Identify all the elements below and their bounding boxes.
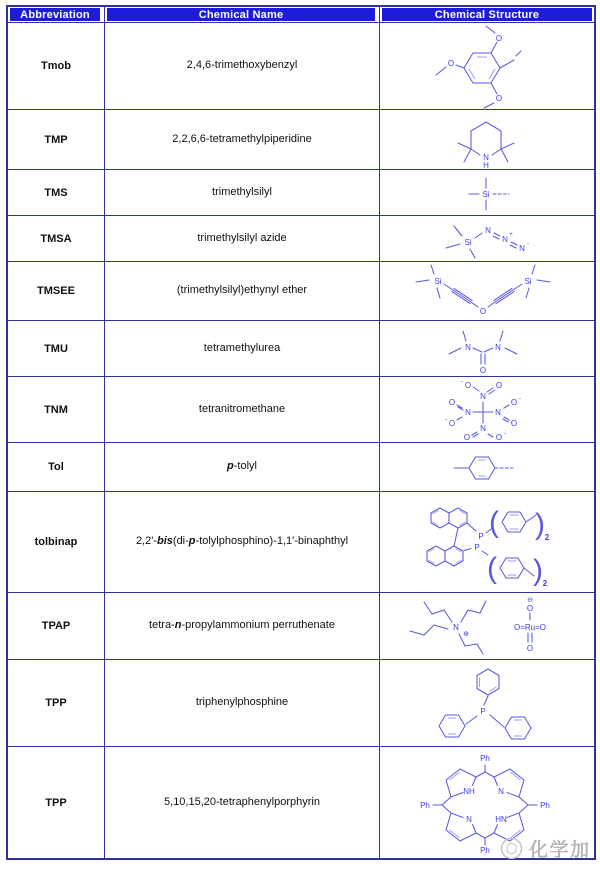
structure-trimethylsilylethynyl-ether xyxy=(380,262,594,320)
chemical-name: 2,4,6-trimethoxybenzyl xyxy=(186,59,298,72)
circled-minus-charge: ⊖ xyxy=(527,597,533,604)
chemical-name: trimethylsilyl xyxy=(212,185,272,198)
name-cell xyxy=(105,262,380,321)
chemical-name: -tolylphosphino)-1,1'-binaphthyl xyxy=(195,535,349,548)
chemical-name-italic: p xyxy=(188,535,196,548)
structure-tolbinap xyxy=(380,492,594,592)
abbr-cell: TNM xyxy=(8,377,105,443)
atom-label-o: O xyxy=(448,398,456,407)
atom-label-o: O xyxy=(464,381,472,390)
circled-plus-charge: ⊕ xyxy=(463,631,469,638)
atom-label-si: Si xyxy=(482,190,490,199)
chemical-name-italic: n xyxy=(174,619,182,632)
chemical-name: triphenylphosphine xyxy=(195,696,289,709)
atom-label-si: Si xyxy=(464,238,472,247)
chemical-name: 5,10,15,20-tetraphenylporphyrin xyxy=(164,795,320,808)
chemical-name-italic: bis xyxy=(157,535,173,548)
atom-label-h: H xyxy=(483,161,489,169)
ruthenium-group-label: O=Ru=O xyxy=(513,623,547,632)
atom-label-o: O xyxy=(479,307,487,316)
structure-tetramethylpiperidine xyxy=(380,110,594,169)
atom-label-p: P xyxy=(480,707,486,716)
minus-charge: - xyxy=(519,396,521,402)
name-cell xyxy=(105,747,380,858)
structure-cell xyxy=(380,216,594,262)
phenyl-label: Ph xyxy=(480,845,490,855)
atom-label-n: N xyxy=(465,408,471,417)
structure-cell xyxy=(380,23,594,110)
watermark-logo-icon xyxy=(499,836,524,861)
structure-cell xyxy=(380,110,594,170)
atom-label-o: O xyxy=(510,398,518,407)
name-cell xyxy=(105,321,380,377)
name-cell xyxy=(105,443,380,492)
atom-label-o: O xyxy=(479,366,487,375)
minus-charge: - xyxy=(461,379,463,385)
atom-label-n: N xyxy=(465,343,471,352)
atom-label-o: O xyxy=(447,59,455,68)
structure-cell xyxy=(380,321,594,377)
structure-cell xyxy=(380,593,594,660)
chemical-name: 2,2,6,6-tetramethylpiperidine xyxy=(172,132,312,145)
column-header-abbreviation xyxy=(8,7,105,23)
chemical-name: tetra- xyxy=(149,619,175,632)
subscript-2: 2 xyxy=(542,579,548,588)
paren-close: ) xyxy=(533,554,543,587)
subscript-2: 2 xyxy=(544,533,550,542)
plus-charge: + xyxy=(509,232,513,238)
chemical-name: -propylammonium perruthenate xyxy=(181,619,335,632)
name-cell xyxy=(105,660,380,747)
atom-label-o: O xyxy=(495,34,503,43)
chemical-name: (di- xyxy=(172,535,189,548)
structure-cell xyxy=(380,660,594,747)
paren-close: ) xyxy=(535,508,545,541)
structure-p-tolyl xyxy=(380,443,594,491)
structure-trimethylsilyl xyxy=(380,170,594,215)
structure-tetramethylurea xyxy=(380,321,594,376)
abbr-cell: TMU xyxy=(8,321,105,377)
structure-trimethoxybenzyl xyxy=(380,23,594,109)
abbr-cell: TPAP xyxy=(8,593,105,660)
structure-trimethylsilyl-azide xyxy=(380,216,594,261)
atom-label-o: O xyxy=(526,644,534,653)
paren-open: ( xyxy=(489,506,499,539)
column-header-label: Chemical Name xyxy=(107,8,375,21)
name-cell xyxy=(105,110,380,170)
chemical-name-italic: p xyxy=(227,460,234,473)
column-header-label: Abbreviation xyxy=(10,8,100,21)
structure-tetranitromethane xyxy=(380,377,594,442)
atom-label-n: N xyxy=(466,814,472,824)
phenyl-label: Ph xyxy=(480,753,490,763)
structure-tpap xyxy=(380,593,594,659)
watermark xyxy=(499,835,591,862)
name-cell xyxy=(105,492,380,593)
column-header-chemical-name xyxy=(105,7,380,23)
atom-label-n: N xyxy=(502,235,508,244)
phenyl-label: Ph xyxy=(540,800,550,810)
structure-cell xyxy=(380,170,594,216)
structure-triphenylphosphine xyxy=(380,660,594,746)
column-header-label: Chemical Structure xyxy=(382,8,592,21)
abbreviation-table xyxy=(6,5,596,860)
atom-label-hn: HN xyxy=(495,814,507,824)
atom-label-si: Si xyxy=(524,277,532,286)
paren-open: ( xyxy=(487,552,497,585)
atom-label-o: O xyxy=(448,419,456,428)
chemical-name: -tolyl xyxy=(233,460,257,473)
minus-charge: - xyxy=(504,431,506,437)
structure-cell xyxy=(380,262,594,321)
atom-label-n: N xyxy=(519,244,525,253)
chemical-name: tetranitromethane xyxy=(198,402,286,415)
abbr-cell: Tol xyxy=(8,443,105,492)
column-header-chemical-structure xyxy=(380,7,594,23)
abbr-cell: TMP xyxy=(8,110,105,170)
chemical-name: trimethylsilyl azide xyxy=(197,231,287,244)
minus-charge: - xyxy=(445,417,447,423)
atom-label-si: Si xyxy=(434,277,442,286)
atom-label-n: N xyxy=(498,786,504,796)
name-cell xyxy=(105,377,380,443)
atom-label-n: N xyxy=(495,343,501,352)
name-cell xyxy=(105,216,380,262)
atom-label-n: N xyxy=(495,408,501,417)
abbr-cell: tolbinap xyxy=(8,492,105,593)
abbr-cell: TMSEE xyxy=(8,262,105,321)
atom-label-n: N xyxy=(480,424,486,433)
atom-label-n: N xyxy=(485,226,491,235)
minus-charge: - xyxy=(527,241,529,247)
abbr-cell: TPP xyxy=(8,660,105,747)
atom-label-o: O xyxy=(495,433,503,442)
structure-cell xyxy=(380,492,594,593)
name-cell xyxy=(105,170,380,216)
chemical-name: (trimethylsilyl)ethynyl ether xyxy=(176,284,308,297)
chemical-name: 2,2'- xyxy=(135,535,157,548)
abbr-cell: TMSA xyxy=(8,216,105,262)
atom-label-o: O xyxy=(463,433,471,442)
name-cell xyxy=(105,23,380,110)
structure-cell xyxy=(380,377,594,443)
name-cell xyxy=(105,593,380,660)
atom-label-p: P xyxy=(478,532,484,541)
atom-label-o: O xyxy=(526,604,534,613)
atom-label-n: N xyxy=(453,623,459,632)
atom-label-p: P xyxy=(474,543,480,552)
abbr-cell: TMS xyxy=(8,170,105,216)
abbr-cell: TPP xyxy=(8,747,105,858)
atom-label-o: O xyxy=(495,94,503,103)
atom-label-n: N xyxy=(480,392,486,401)
phenyl-label: Ph xyxy=(420,800,430,810)
chemical-name: tetramethylurea xyxy=(203,341,281,354)
atom-label-o: O xyxy=(495,381,503,390)
atom-label-n: N xyxy=(483,153,489,162)
atom-label-nh: NH xyxy=(463,786,475,796)
structure-cell xyxy=(380,443,594,492)
abbr-cell: Tmob xyxy=(8,23,105,110)
atom-label-o: O xyxy=(510,419,518,428)
watermark-text: 化学加 xyxy=(529,840,591,861)
